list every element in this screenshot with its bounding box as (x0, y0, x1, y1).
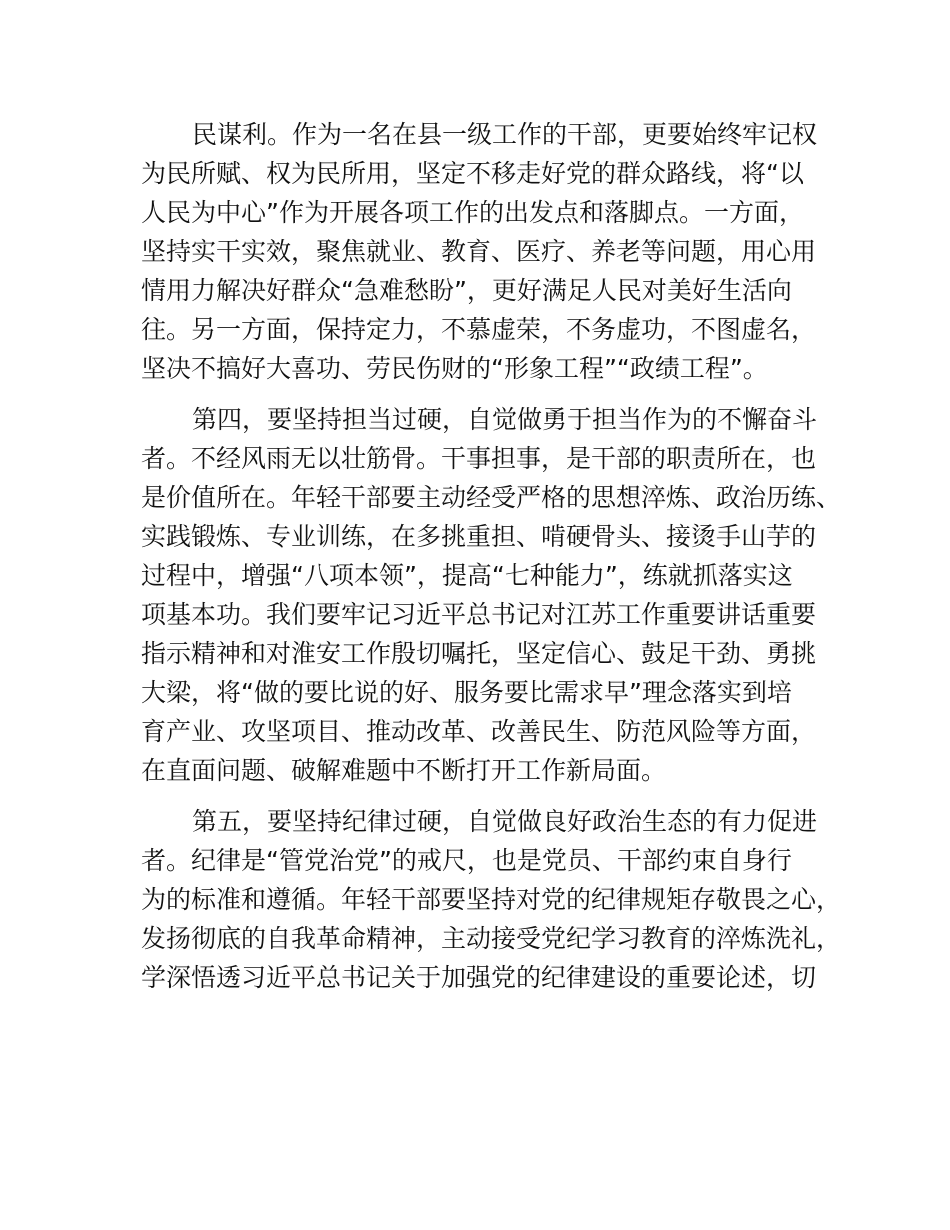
paragraph-2 (141, 400, 841, 790)
paragraph-line: 过程中，增强“八项本领”，提高“七种能力”，练就抓落实这 (141, 561, 793, 590)
paragraph-spacer (141, 388, 841, 400)
paragraph-line: 坚持实干实效，聚焦就业、教育、医疗、养老等问题，用心用 (141, 237, 817, 266)
paragraph-line: 者。不经风雨无以壮筋骨。干事担事，是干部的职责所在，也 (141, 444, 817, 473)
paragraph-line: 民谋利。作为一名在县一级工作的干部，更要始终牢记权 (192, 120, 818, 149)
paragraph-line: 为民所赋、权为民所用，坚定不移走好党的群众路线，将“以 (141, 159, 804, 188)
document-body (141, 115, 841, 997)
paragraph-line: 学深悟透习近平总书记关于加强党的纪律建设的重要论述，切 (141, 963, 817, 992)
paragraph-line: 情用力解决好群众“急难愁盼”，更好满足人民对美好生活向 (141, 276, 792, 305)
paragraph-line: 发扬彻底的自我革命精神，主动接受党纪学习教育的淬炼洗礼， (141, 924, 842, 953)
paragraph-1 (141, 115, 841, 388)
paragraph-line: 往。另一方面，保持定力，不慕虚荣，不务虚功，不图虚名， (141, 315, 817, 344)
paragraph-line: 者。纪律是“管党治党”的戒尺，也是党员、干部约束自身行 (141, 846, 792, 875)
paragraph-line: 实践锻炼、专业训练，在多挑重担、啃硬骨头、接烫手山芋的 (141, 522, 817, 551)
paragraph-line: 人民为中心”作为开展各项工作的出发点和落脚点。一方面， (141, 198, 804, 227)
paragraph-line: 是价值所在。年轻干部要主动经受严格的思想淬炼、政治历练、 (141, 483, 842, 512)
paragraph-line: 大梁，将“做的要比说的好、服务要比需求早”理念落实到培 (141, 678, 792, 707)
paragraph-3 (141, 802, 841, 997)
paragraph-line: 为的标准和遵循。年轻干部要坚持对党的纪律规矩存敬畏之心， (141, 885, 842, 914)
paragraph-spacer (141, 790, 841, 802)
paragraph-line: 第五，要坚持纪律过硬，自觉做良好政治生态的有力促进 (192, 807, 818, 836)
paragraph-line: 育产业、攻坚项目、推动改革、改善民生、防范风险等方面， (141, 717, 817, 746)
paragraph-line: 指示精神和对淮安工作殷切嘱托，坚定信心、鼓足干劲、勇挑 (141, 639, 817, 668)
paragraph-line: 项基本功。我们要牢记习近平总书记对江苏工作重要讲话重要 (141, 600, 817, 629)
paragraph-line: 坚决不搞好大喜功、劳民伤财的“形象工程”“政绩工程”。 (141, 354, 768, 383)
paragraph-line: 第四，要坚持担当过硬，自觉做勇于担当作为的不懈奋斗 (192, 405, 818, 434)
paragraph-line: 在直面问题、破解难题中不断打开工作新局面。 (141, 756, 667, 785)
